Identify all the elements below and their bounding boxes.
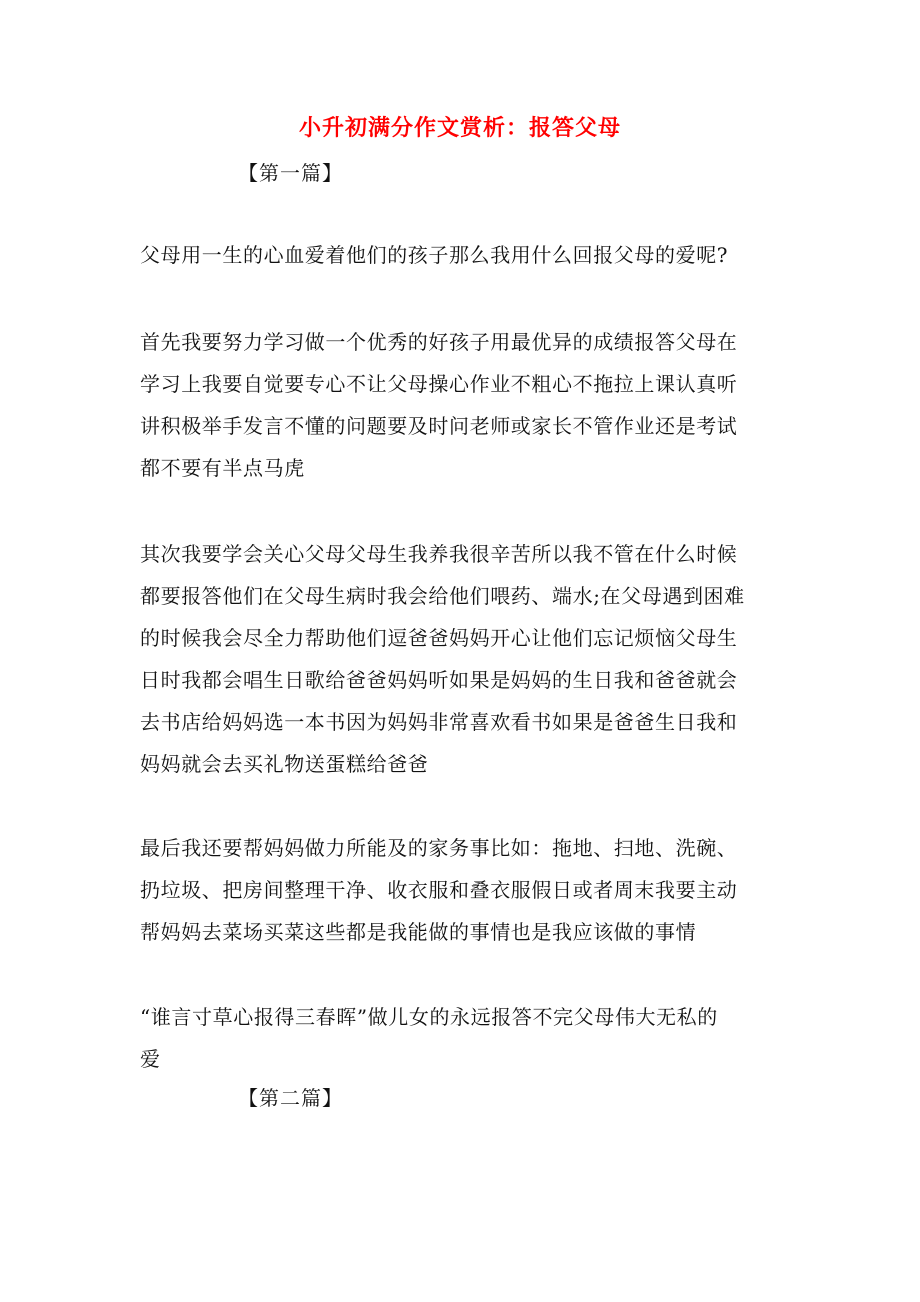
- section-label-first: 【第一篇】: [238, 161, 343, 185]
- paragraph-study: 首先我要努力学习做一个优秀的好孩子用最优异的成绩报答父母在 学习上我要自觉要专心不让父母操心作业不粗心不拖拉上课认真听 讲积极举手发言不懂的问题要及时问老师或家长不管作业还是考试 都不要有半点马虎: [140, 330, 738, 480]
- document-title: 小升初满分作文赏析：报答父母: [298, 115, 621, 141]
- paragraph-care: 其次我要学会关心父母父母生我养我很辛苦所以我不管在什么时候 都要报答他们在父母生病时我会给他们喂药、端水;在父母遇到困难 的时候我会尽全力帮助他们逗爸爸妈妈开心让他们忘记烦恼父母生 日时我都会唱生日歌给爸爸妈妈听如果是妈妈的生日我和爸爸就会 去书店给妈妈选一本书因为妈妈非常喜欢看书如果是爸爸生日我和 妈妈就会去买礼物送蛋糕给爸爸: [140, 542, 745, 776]
- paragraph-conclusion: “谁言寸草心报得三春晖”做儿女的永远报答不完父母伟大无私的 爱: [140, 1005, 718, 1071]
- paragraph-intro: 父母用一生的心血爱着他们的孩子那么我用什么回报父母的爱呢?: [140, 243, 729, 267]
- section-label-second: 【第二篇】: [238, 1086, 343, 1110]
- paragraph-chores: 最后我还要帮妈妈做力所能及的家务事比如：拖地、扫地、洗碗、 扔垃圾、把房间整理干净、收衣服和叠衣服假日或者周末我要主动 帮妈妈去菜场买菜这些都是我能做的事情也是我应该做的事情: [140, 836, 738, 944]
